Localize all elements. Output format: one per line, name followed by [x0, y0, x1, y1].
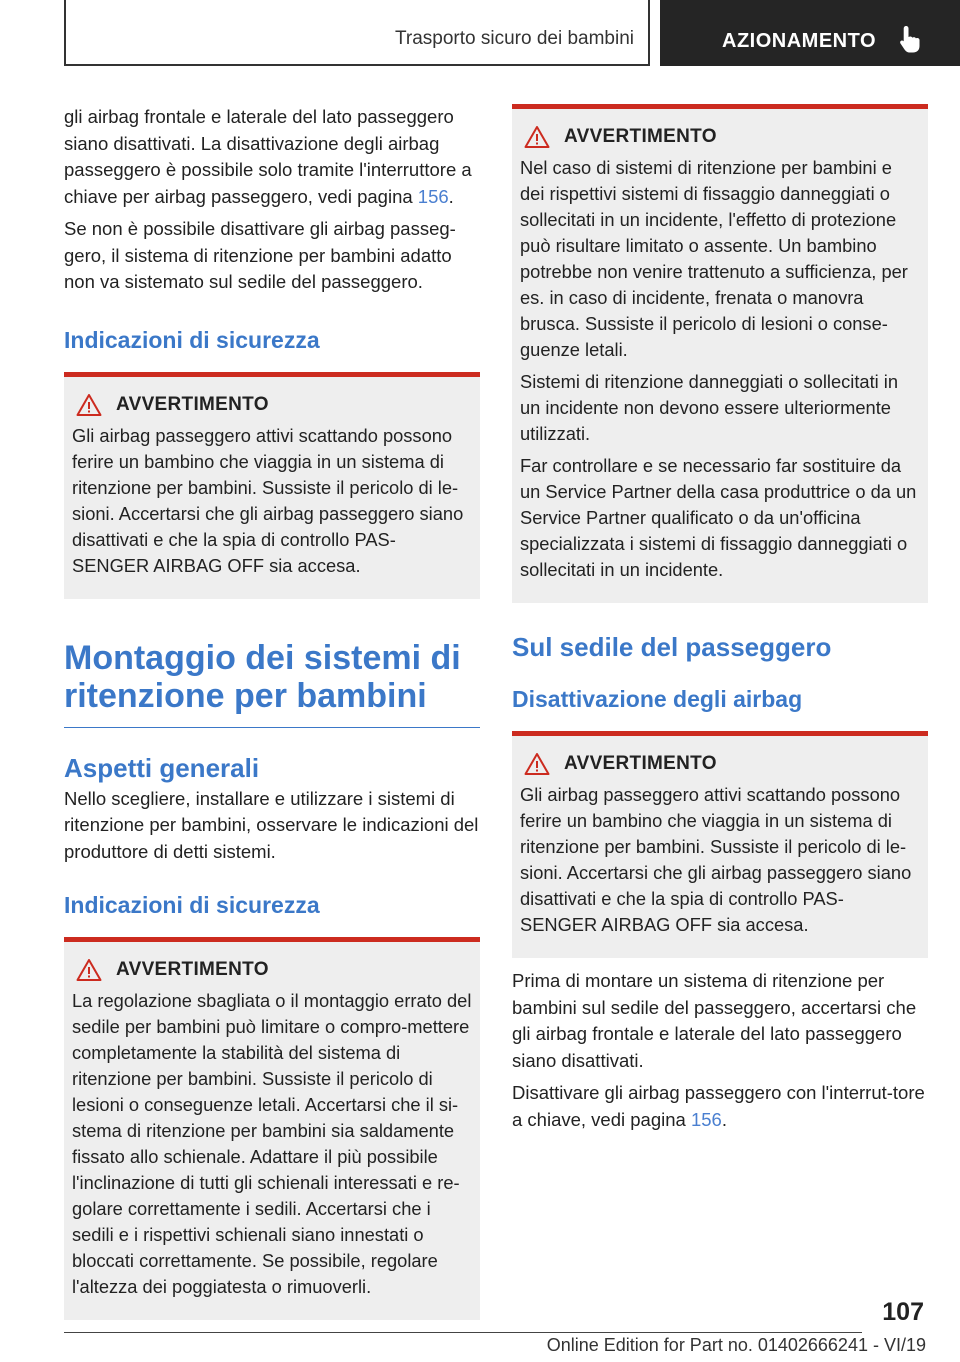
page-link-156[interactable]: 156: [690, 1108, 722, 1130]
header-section-box: [64, 0, 650, 66]
warning-title-row: [520, 125, 920, 149]
warning-triangle-icon: [76, 393, 102, 417]
warning-title-row: [72, 958, 472, 982]
warning-text: Gli airbag passeggero attivi scattando possono ferire un bambino che viaggia in un sistema di ritenzione per bambini. Sussiste il pericolo di le-sioni. Accertarsi che gli airbag passeggero siano disattivati e che la spia di controllo PAS-SENGER AIRBAG OFF sia accesa.: [520, 784, 912, 935]
warning-title: AVVERTIMENTO: [564, 753, 717, 774]
page-link-156[interactable]: 156: [417, 185, 449, 207]
pointing-hand-icon: [898, 24, 924, 54]
warning-title-row: [72, 393, 472, 417]
header-chapter-title: AZIONAMENTO: [722, 30, 877, 52]
heading-main-mounting: Montaggio dei sistemi di ritenzione per bambini: [64, 639, 480, 728]
heading-airbag-deactivation: Disattivazione degli airbag: [512, 686, 803, 712]
intro-paragraph: [64, 104, 480, 210]
deactivate-text: Disattivare gli airbag passeggero con l'interrut-tore a chiave, vedi pagina: [512, 1082, 925, 1130]
intro-end: .: [448, 185, 454, 207]
header-section-title: Trasporto sicuro dei bambini: [394, 28, 634, 49]
warning-box-2: [64, 937, 480, 1320]
warning-text: Gli airbag passeggero attivi scattando possono ferire un bambino che viaggia in un sistema di ritenzione per bambini. Sussiste il pericolo di le-sioni. Accertarsi che gli airbag passeggero siano disattivati e che la spia di controllo PAS-SENGER AIRBAG OFF sia accesa.: [72, 424, 464, 576]
heading-safety-1: Indicazioni di sicurezza: [64, 326, 320, 353]
warning-text-p3: Far controllare e se necessario far sostituire da un Service Partner della casa produttrice o da un Service Partner qualificato o da un'officina specializzata i sistemi di fissaggio danneggiati o sollecitati in un incidente.: [520, 455, 917, 580]
page-number: 107: [882, 1298, 924, 1326]
warning-title: AVVERTIMENTO: [564, 126, 717, 147]
header-chapter-tab: [660, 0, 960, 66]
footer-edition: Online Edition for Part no. 01402666241 - VI/19: [546, 1335, 926, 1355]
before-mounting-text: Prima di montare un sistema di ritenzione per bambini sul sedile del passeggero, accertarsi che gli airbag frontale e laterale del lato passeggero siano disattivati.: [512, 970, 917, 1071]
intro-text: gli airbag frontale e laterale del lato passeggero siano disattivati. La disattivazione degli airbag passeggero è possibile solo tramite l'interruttore a chiave per airbag passeggero, vedi pagina: [64, 106, 472, 207]
heading-general: Aspetti generali: [64, 752, 260, 783]
heading-passenger-seat: Sul sedile del passeggero: [512, 632, 832, 662]
intro-paragraph-2: Se non è possibile disattivare gli airbag passeg-gero, il sistema di ritenzione per bambini adatto non va sistemato sul sedile del passeggero.: [64, 218, 456, 292]
general-text: Nello scegliere, installare e utilizzare i sistemi di ritenzione per bambini, osservare le indicazioni del produttore di detti sistemi.: [64, 787, 479, 862]
warning-box-3: [512, 104, 928, 603]
warning-text-p1: Nel caso di sistemi di ritenzione per bambini e dei rispettivi sistemi di fissaggio danneggiati o sollecitati in un incidente, l'effetto di protezione può risultare limitato o assente. Un bambino potrebbe non venire trattenuto a sufficienza, per es. in caso di incidente, frenata o manovra brusca. Sussiste il pericolo di lesioni o conse-guenze letali.: [520, 157, 908, 360]
warning-title: AVVERTIMENTO: [116, 959, 269, 980]
warning-triangle-icon: [524, 752, 550, 776]
warning-triangle-icon: [524, 125, 550, 149]
warning-box-4: [512, 731, 928, 958]
deactivate-end: .: [721, 1108, 727, 1130]
left-column: [64, 104, 480, 1320]
warning-text-p2: Sistemi di ritenzione danneggiati o sollecitati in un incidente non devono essere ulteriormente utilizzati.: [520, 371, 899, 444]
right-column: [512, 104, 928, 1133]
deactivate-paragraph: [512, 1080, 928, 1133]
warning-box-1: [64, 372, 480, 599]
warning-triangle-icon: [76, 958, 102, 982]
footer-divider: [64, 1332, 862, 1333]
warning-title-row: [520, 752, 920, 776]
warning-title: AVVERTIMENTO: [116, 393, 269, 415]
warning-text: La regolazione sbagliata o il montaggio errato del sedile per bambini può limitare o compro-mettere completamente la stabilità del sistema di ritenzione per bambini. Sussiste il pericolo di lesioni o conseguenze letali. Accertarsi che il si-stema di ritenzione per bambini sia saldamente fissato allo schienale. Adattare il più possibile l'inclinazione di tutti gli schienali interessati e re-golare correttamente i sedili. Accertarsi che i sedili e i rispettivi schienali siano innestati o bloccati correttamente. Se possibile, regolare l'altezza dei poggiatesta o rimuoverli.: [72, 990, 472, 1297]
heading-safety-2: Indicazioni di sicurezza: [64, 892, 320, 918]
